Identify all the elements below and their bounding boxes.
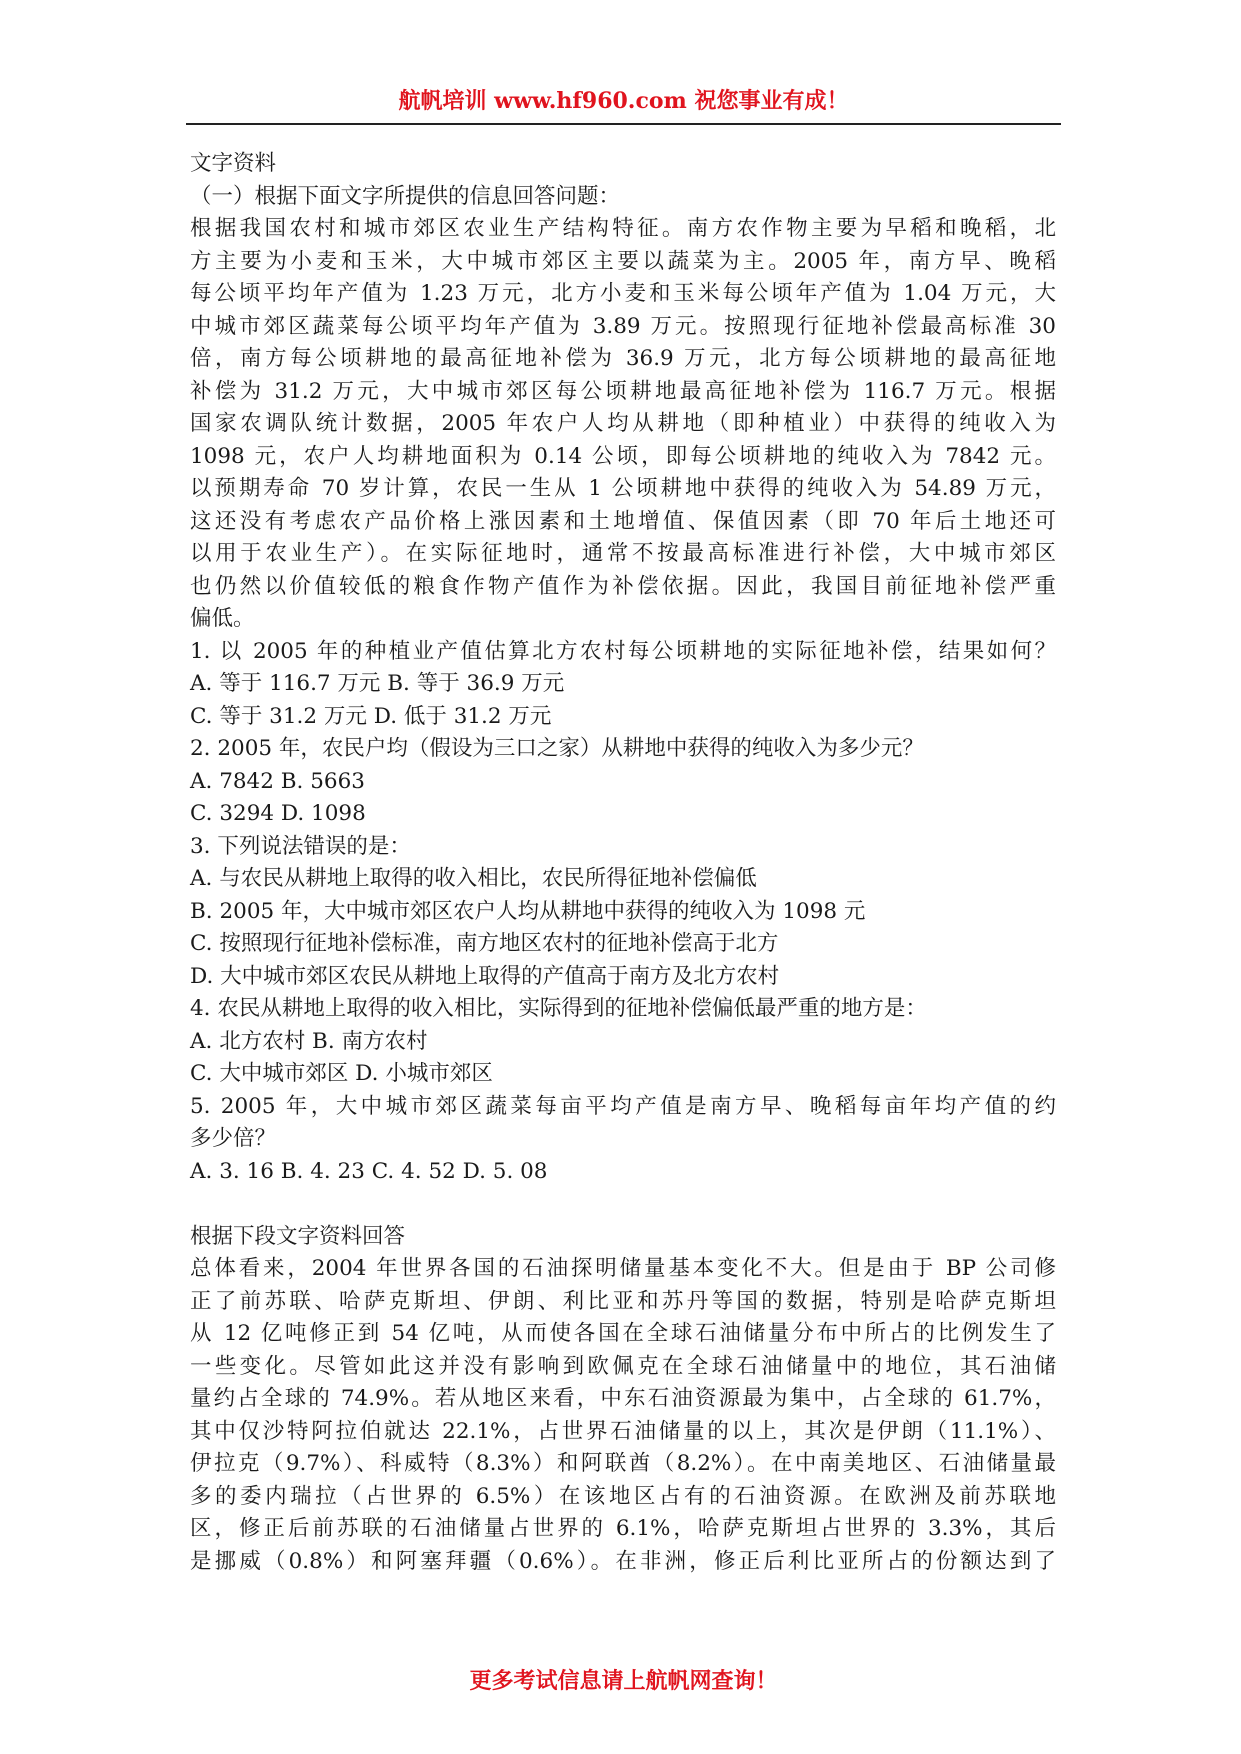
text-line: 也仍然以价值较低的粮食作物产值作为补偿依据。因此，我国目前征地补偿严重 <box>190 573 1056 599</box>
text-line: 文字资料 <box>190 151 277 176</box>
text-line: A. 7842 B. 5663 <box>190 768 365 794</box>
text-line: 方主要为小麦和玉米，大中城市郊区主要以蔬菜为主。2005 年，南方早、晚稻 <box>190 248 1056 274</box>
text-line: 是挪威（0.8%）和阿塞拜疆（0.6%）。在非洲，修正后利比亚所占的份额达到了 <box>190 1548 1056 1574</box>
text-line: C. 按照现行征地补偿标准，南方地区农村的征地补偿高于北方 <box>190 931 779 956</box>
text-line: 偏低。 <box>190 606 255 631</box>
page-header: 航帆培训 www.hf960.com 祝您事业有成！ <box>398 88 849 114</box>
blank-line <box>190 1188 1056 1221</box>
text-line: 2. 2005 年，农民户均（假设为三口之家）从耕地中获得的纯收入为多少元？ <box>190 736 924 761</box>
text-line: 正了前苏联、哈萨克斯坦、伊朗、利比亚和苏丹等国的数据，特别是哈萨克斯坦 <box>190 1288 1056 1314</box>
text-line: D. 大中城市郊区农民从耕地上取得的产值高于南方及北方农村 <box>190 963 780 989</box>
text-line: 1. 以 2005 年的种植业产值估算北方农村每公顷耕地的实际征地补偿，结果如何？ <box>190 638 1056 664</box>
text-line: A. 等于 116.7 万元 B. 等于 36.9 万元 <box>190 671 565 696</box>
text-line: 中城市郊区蔬菜每公顷平均年产值为 3.89 万元。按照现行征地补偿最高标准 30 <box>190 313 1056 339</box>
text-line: 从 12 亿吨修正到 54 亿吨，从而使各国在全球石油储量分布中所占的比例发生了 <box>190 1321 1056 1346</box>
text-line: 4. 农民从耕地上取得的收入相比，实际得到的征地补偿偏低最严重的地方是： <box>190 996 927 1021</box>
text-line: 1098 元，农户人均耕地面积为 0.14 公顷，即每公顷耕地的纯收入为 7842 元。 <box>190 443 1056 469</box>
text-line: 这还没有考虑农产品价格上涨因素和土地增值、保值因素（即 70 年后土地还可 <box>190 508 1056 534</box>
text-line: 多的委内瑞拉（占世界的 6.5%）在该地区占有的石油资源。在欧洲及前苏联地 <box>190 1483 1056 1509</box>
document-body <box>190 148 1056 1578</box>
text-line: 倍，南方每公顷耕地的最高征地补偿为 36.9 万元，北方每公顷耕地的最高征地 <box>190 346 1056 371</box>
text-line: A. 北方农村 B. 南方农村 <box>190 1028 428 1054</box>
text-line: （一）根据下面文字所提供的信息回答问题： <box>190 183 621 209</box>
text-line: A. 3. 16 B. 4. 23 C. 4. 52 D. 5. 08 <box>190 1158 548 1184</box>
text-line: 多少倍？ <box>190 1126 277 1151</box>
page-footer: 更多考试信息请上航帆网查询！ <box>469 1668 778 1694</box>
text-line: 3. 下列说法错误的是： <box>190 833 411 859</box>
text-line: 以预期寿命 70 岁计算，农民一生从 1 公顷耕地中获得的纯收入为 54.89 万元， <box>190 476 1056 501</box>
text-line: 伊拉克（9.7%）、科威特（8.3%）和阿联酋（8.2%）。在中南美地区、石油储量最 <box>190 1451 1056 1476</box>
text-line: A. 与农民从耕地上取得的收入相比，农民所得征地补偿偏低 <box>190 866 757 891</box>
text-line: 每公顷平均年产值为 1.23 万元，北方小麦和玉米每公顷年产值为 1.04 万元，大 <box>190 281 1056 306</box>
text-line: 国家农调队统计数据，2005 年农户人均从耕地（即种植业）中获得的纯收入为 <box>190 411 1056 436</box>
text-line: 以用于农业生产）。在实际征地时，通常不按最高标准进行补偿，大中城市郊区 <box>190 541 1056 566</box>
text-line: 根据下段文字资料回答 <box>190 1223 406 1249</box>
text-line: C. 等于 31.2 万元 D. 低于 31.2 万元 <box>190 703 552 729</box>
text-line: 区，修正后前苏联的石油储量占世界的 6.1%，哈萨克斯坦占世界的 3.3%，其后 <box>190 1516 1056 1541</box>
header-rule <box>186 123 1061 125</box>
text-line: 总体看来，2004 年世界各国的石油探明储量基本变化不大。但是由于 BP 公司修 <box>190 1256 1056 1281</box>
text-line: B. 2005 年，大中城市郊区农户人均从耕地中获得的纯收入为 1098 元 <box>190 898 866 924</box>
text-line: C. 3294 D. 1098 <box>190 801 366 826</box>
text-line: 补偿为 31.2 万元，大中城市郊区每公顷耕地最高征地补偿为 116.7 万元。根据 <box>190 378 1056 404</box>
text-line: 其中仅沙特阿拉伯就达 22.1%，占世界石油储量的以上，其次是伊朗（11.1%）、 <box>190 1418 1056 1444</box>
text-line: 5. 2005 年，大中城市郊区蔬菜每亩平均产值是南方早、晚稻每亩年均产值的约 <box>190 1093 1056 1119</box>
text-line: C. 大中城市郊区 D. 小城市郊区 <box>190 1061 493 1086</box>
text-line: 根据我国农村和城市郊区农业生产结构特征。南方农作物主要为早稻和晚稻，北 <box>190 216 1056 241</box>
text-line: 量约占全球的 74.9%。若从地区来看，中东石油资源最为集中，占全球的 61.7%， <box>190 1386 1056 1411</box>
text-line: 一些变化。尽管如此这并没有影响到欧佩克在全球石油储量中的地位，其石油储 <box>190 1353 1056 1379</box>
